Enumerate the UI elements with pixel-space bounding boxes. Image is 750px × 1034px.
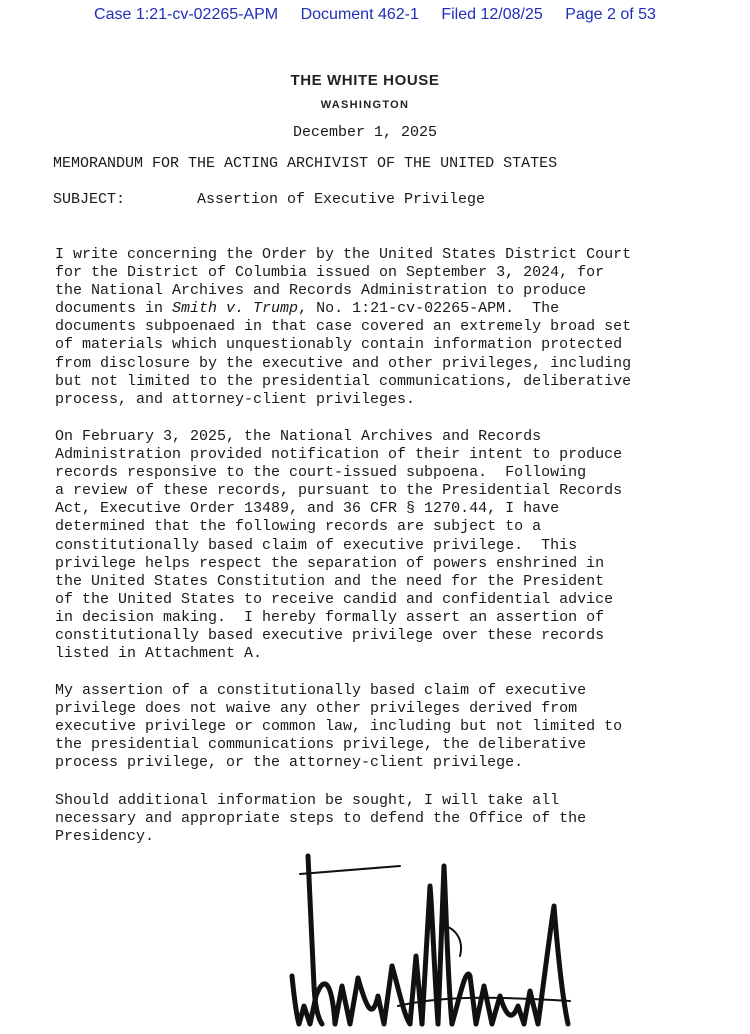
text-line: in decision making. I hereby formally assert an assertion of: [55, 608, 605, 626]
text-line: process, and attorney-client privileges.: [55, 390, 416, 408]
subject-label: SUBJECT:: [53, 191, 126, 208]
text-segment: documents in: [55, 300, 173, 318]
text-line: privilege helps respect the separation of powers enshrined in: [55, 554, 605, 572]
filed-date: Filed 12/08/25: [441, 6, 543, 23]
text-line: for the District of Columbia issued on September 3, 2024, for: [55, 264, 605, 282]
text-line: but not limited to the presidential communications, deliberative: [55, 372, 632, 390]
text-line: documents subpoenaed in that case covered an extremely broad set: [55, 318, 632, 336]
text-line: I write concerning the Order by the United States District Court: [55, 246, 632, 263]
text-line: Administration provided notification of their intent to produce: [55, 446, 623, 464]
text-line: On February 3, 2025, the National Archives and Records: [55, 428, 542, 445]
text-line: process privilege, or the attorney-client privilege.: [55, 754, 524, 772]
text-line: listed in Attachment A.: [55, 645, 263, 663]
letterhead-title: THE WHITE HOUSE: [290, 72, 440, 89]
text-line: constitutionally based executive privilege over these records: [55, 627, 605, 645]
memo-date: December 1, 2025: [292, 124, 438, 141]
text-segment: , No. 1:21-cv-02265-APM. The: [298, 300, 560, 318]
text-line: of the United States to receive candid and confidential advice: [55, 590, 614, 608]
paragraph-court-order: [55, 246, 695, 409]
case-name: Smith v. Trump: [172, 300, 299, 318]
text-line: Act, Executive Order 13489, and 36 CFR § 1270.44, I have: [55, 500, 560, 518]
text-line: [55, 300, 695, 318]
text-line: the National Archives and Records Administration to produce: [55, 282, 587, 300]
filing-header: [0, 6, 750, 24]
paragraph-determination: [55, 428, 695, 663]
text-line: a review of these records, pursuant to the Presidential Records: [55, 482, 623, 500]
subject-text: Assertion of Executive Privilege: [197, 191, 486, 208]
text-line: determined that the following records are subject to a: [55, 518, 542, 536]
text-line: My assertion of a constitutionally based claim of executive: [55, 682, 587, 699]
text-line: constitutionally based claim of executive privilege. This: [55, 536, 578, 554]
letterhead-city: WASHINGTON: [320, 99, 410, 111]
text-line: of materials which unquestionably contain information protected: [55, 336, 623, 354]
paragraph-no-waiver: [55, 682, 695, 772]
text-line: privilege does not waive any other privileges derived from: [55, 700, 578, 718]
paragraph-closing: [55, 792, 695, 846]
case-number: Case 1:21-cv-02265-APM: [94, 6, 279, 23]
text-line: Presidency.: [55, 828, 155, 846]
text-line: the presidential communications privilege, the deliberative: [55, 736, 587, 754]
text-line: executive privilege or common law, including but not limited to: [55, 718, 623, 736]
text-line: necessary and appropriate steps to defend the Office of the: [55, 810, 587, 828]
page-indicator: Page 2 of 53: [565, 6, 656, 23]
text-line: Should additional information be sought, I will take all: [55, 792, 560, 809]
memo-subject: [53, 191, 485, 208]
memo-addressee: MEMORANDUM FOR THE ACTING ARCHIVIST OF THE UNITED STATES: [53, 155, 558, 172]
text-line: the United States Constitution and the need for the President: [55, 572, 605, 590]
text-line: records responsive to the court-issued subpoena. Following: [55, 464, 587, 482]
text-line: from disclosure by the executive and other privileges, including: [55, 354, 632, 372]
document-number: Document 462-1: [300, 6, 419, 23]
signature-icon: [280, 846, 590, 1034]
